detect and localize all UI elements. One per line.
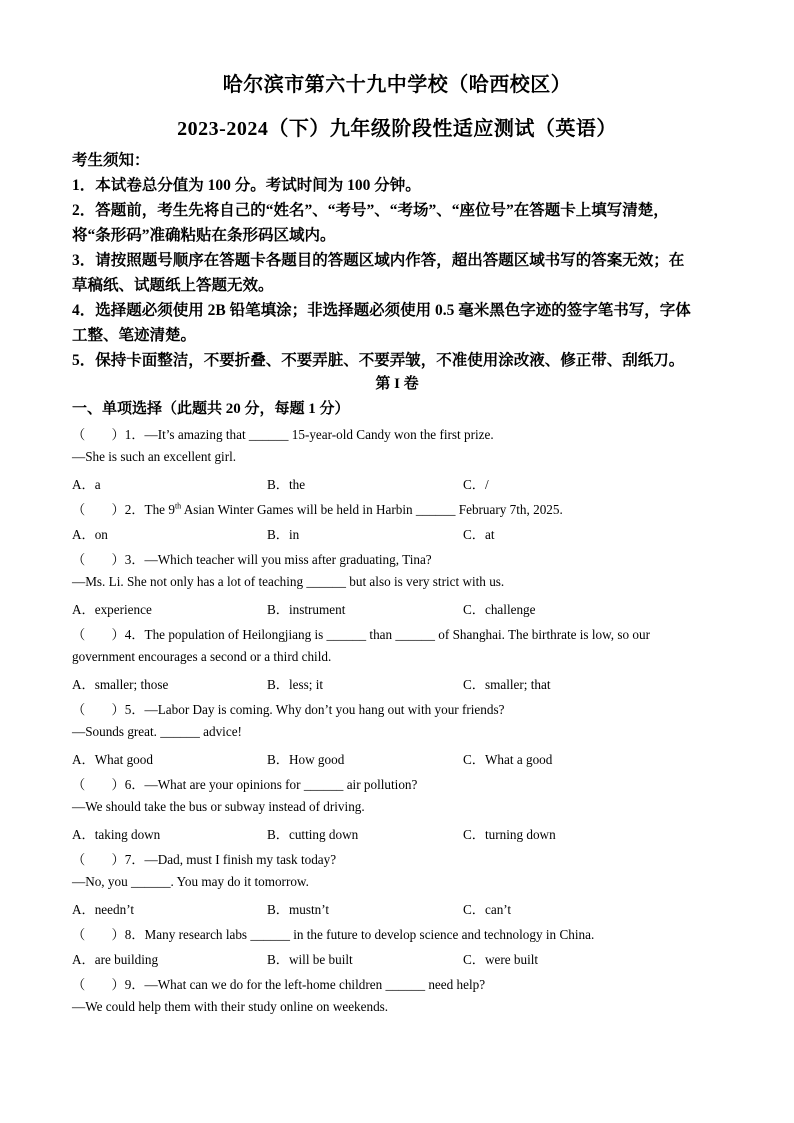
question-reply: —We should take the bus or subway instead of driving. [72, 799, 365, 814]
option-a: A．smaller; those [72, 677, 169, 692]
option-b: B．How good [267, 752, 345, 767]
option-b: B．the [267, 477, 306, 492]
question-reply: —Sounds great. ______ advice! [72, 724, 242, 739]
notice-line: 草稿纸、试题纸上答题无效。 [72, 277, 274, 294]
option-b: B．instrument [267, 602, 346, 617]
option-c: C．can’t [463, 902, 512, 917]
notice-line: 工整、笔迹清楚。 [72, 327, 197, 344]
notice-heading: 考生须知： [72, 152, 150, 169]
option-b: B．in [267, 527, 300, 542]
notice-line: 4．选择题必须使用 2B 铅笔填涂；非选择题必须使用 0.5 毫米黑色字迹的签字笔书写，字体 [72, 302, 691, 319]
notice-line: 将“条形码”准确粘贴在条形码区域内。 [72, 227, 336, 244]
question-stem: （ ）1．—It’s amazing that ______ 15-year-old Candy won the first prize. [72, 427, 494, 442]
option-b: B．less; it [267, 677, 324, 692]
question-stem-continued: government encourages a second or a third child. [72, 649, 332, 664]
option-c: C．What a good [463, 752, 553, 767]
option-c: C．smaller; that [463, 677, 551, 692]
question-stem: （ ）7．—Dad, must I finish my task today? [72, 852, 337, 867]
school-title: 哈尔滨市第六十九中学校（哈西校区） [222, 74, 572, 96]
question-reply: —Ms. Li. She not only has a lot of teaching ______ but also is very strict with us. [72, 574, 505, 589]
question-stem: （ ）4．The population of Heilongjiang is ______ than ______ of Shanghai. The birthrate is low, so our [72, 627, 650, 642]
question-stem: （ ）9．—What can we do for the left-home children ______ need help? [72, 977, 486, 992]
option-c: C．turning down [463, 827, 556, 842]
option-a: A．are building [72, 952, 159, 967]
stem-text: （ ）2．The 9 [72, 502, 175, 517]
option-c: C．were built [463, 952, 539, 967]
volume-title: 第 I 卷 [375, 376, 419, 392]
option-a: A．on [72, 527, 108, 542]
question-stem: （ ）6．—What are your opinions for ______ air pollution? [72, 777, 418, 792]
exam-title: 2023-2024（下）九年级阶段性适应测试（英语） [177, 118, 617, 140]
option-c: C．/ [463, 477, 489, 492]
question-stem [72, 499, 563, 518]
notice-line: 3．请按照题号顺序在答题卡各题目的答题区域内作答，超出答题区域书写的答案无效；在 [72, 252, 685, 269]
question-stem: （ ）5．—Labor Day is coming. Why don’t you hang out with your friends? [72, 702, 505, 717]
option-b: B．cutting down [267, 827, 359, 842]
section-heading: 一、单项选择（此题共 20 分，每题 1 分） [72, 401, 350, 417]
stem-text: Asian Winter Games will be held in Harbin ______ February 7th, 2025. [181, 502, 563, 517]
option-a: A．needn’t [72, 902, 135, 917]
option-b: B．will be built [267, 952, 353, 967]
option-a: A．taking down [72, 827, 161, 842]
option-c: C．challenge [463, 602, 536, 617]
option-c: C．at [463, 527, 495, 542]
question-reply: —No, you ______. You may do it tomorrow. [72, 874, 309, 889]
question-stem: （ ）8．Many research labs ______ in the future to develop science and technology in China. [72, 927, 595, 942]
notice-line: 5．保持卡面整洁，不要折叠、不要弄脏、不要弄皱，不准使用涂改液、修正带、刮纸刀。 [72, 352, 685, 369]
option-a: A．experience [72, 602, 152, 617]
question-reply: —She is such an excellent girl. [72, 449, 237, 464]
stem-superscript: th [174, 501, 182, 511]
question-reply: —We could help them with their study online on weekends. [72, 999, 389, 1014]
option-a: A．a [72, 477, 101, 492]
question-stem: （ ）3．—Which teacher will you miss after graduating, Tina? [72, 552, 432, 567]
notice-line: 2．答题前，考生先将自己的“姓名”、“考号”、“考场”、“座位号”在答题卡上填写清楚， [72, 202, 669, 219]
option-b: B．mustn’t [267, 902, 330, 917]
notice-line: 1．本试卷总分值为 100 分。考试时间为 100 分钟。 [72, 177, 421, 194]
option-a: A．What good [72, 752, 153, 767]
